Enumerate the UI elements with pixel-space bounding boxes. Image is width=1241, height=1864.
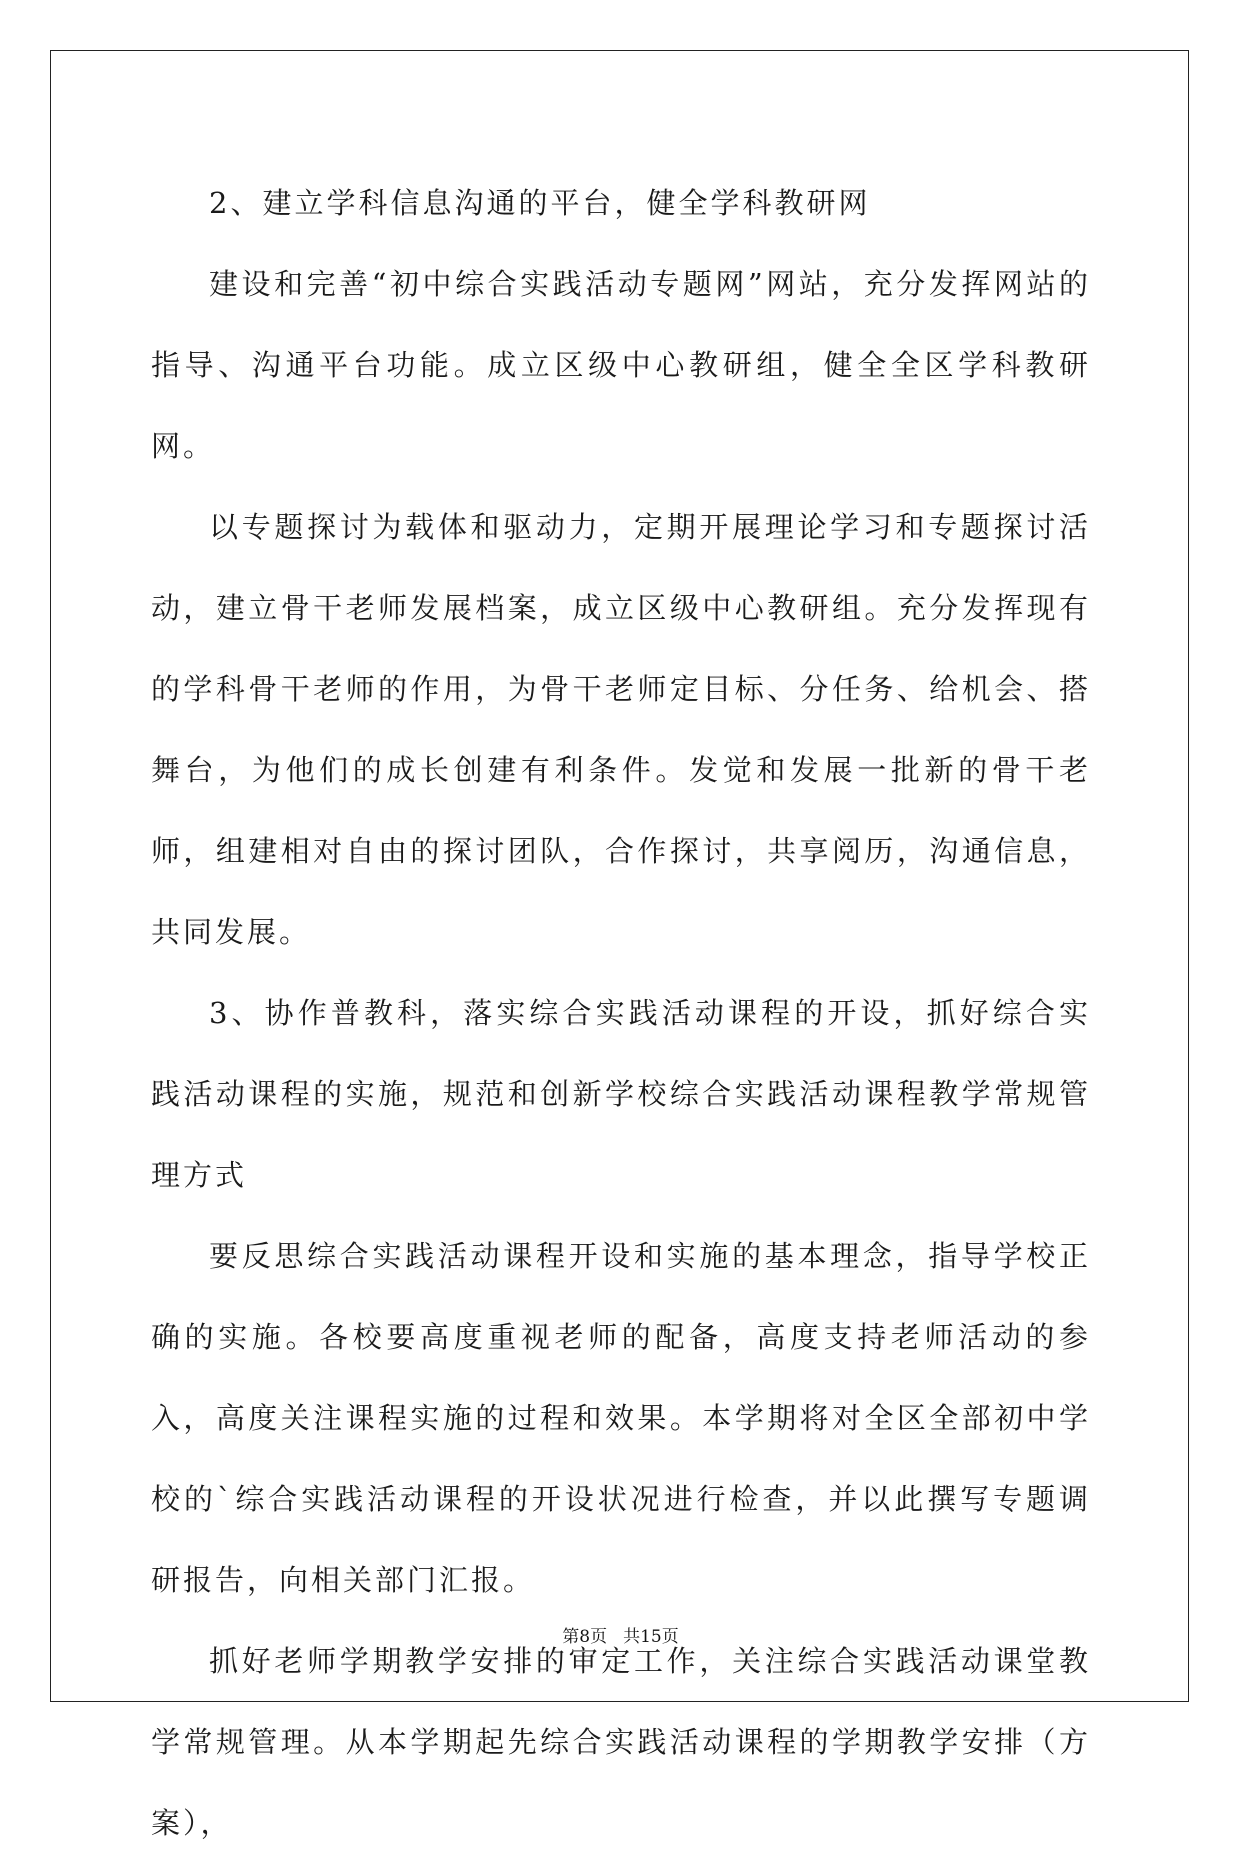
paragraph: 3、协作普教科，落实综合实践活动课程的开设，抓好综合实践活动课程的实施，规范和创新学校综合实践活动课程教学常规管理方式 <box>151 996 1091 1192</box>
page-number: 第8页 <box>562 1627 608 1647</box>
document-body <box>151 163 1091 1864</box>
page-footer <box>0 1622 1241 1647</box>
paragraph: 建设和完善“初中综合实践活动专题网”网站，充分发挥网站的指导、沟通平台功能。成立区级中心教研组，健全全区学科教研网。 <box>151 267 1091 463</box>
paragraph: 抓好老师学期教学安排的审定工作，关注综合实践活动课堂教学常规管理。从本学期起先综合实践活动课程的学期教学安排（方案）， <box>151 1644 1091 1840</box>
page-total: 共15页 <box>623 1627 679 1647</box>
paragraph: 以专题探讨为载体和驱动力，定期开展理论学习和专题探讨活动，建立骨干老师发展档案，成立区级中心教研组。充分发挥现有的学科骨干老师的作用，为骨干老师定目标、分任务、给机会、搭舞台，为他们的成长创建有利条件。发觉和发展一批新的骨干老师，组建相对自由的探讨团队，合作探讨，共享阅历，沟通信息，共同发展。 <box>151 510 1091 949</box>
paragraph: 2、建立学科信息沟通的平台，健全学科教研网 <box>209 186 871 220</box>
paragraph: 要反思综合实践活动课程开设和实施的基本理念，指导学校正确的实施。各校要高度重视老师的配备，高度支持老师活动的参入，高度关注课程实施的过程和效果。本学期将对全区全部初中学校的`综合实践活动课程的开设状况进行检查，并以此撰写专题调研报告，向相关部门汇报。 <box>151 1239 1091 1597</box>
